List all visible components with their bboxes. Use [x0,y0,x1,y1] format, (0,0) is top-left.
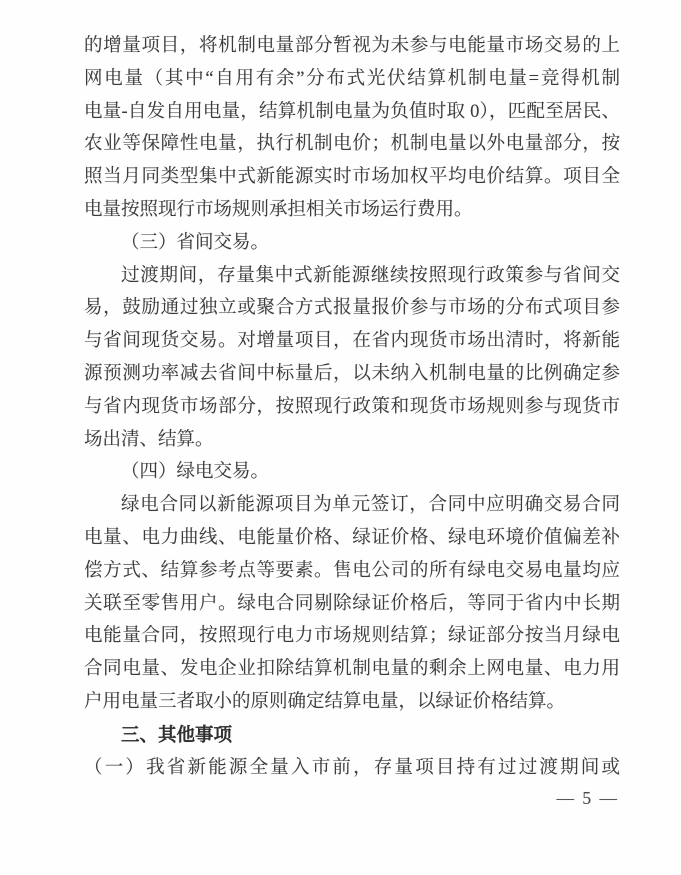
paragraph-line: 照当月同类型集中式新能源实时市场加权平均电价结算。项目全 [84,167,620,188]
paragraph-line: 关联至零售用户。绿电合同剔除绿证价格后，等同于省内中长期 [84,593,620,614]
paragraph-line: 网电量（其中“自用有余”分布式光伏结算机制电量=竞得机制 [84,68,620,89]
document-body [84,30,620,784]
paragraph-line: 的增量项目，将机制电量部分暂视为未参与电能量市场交易的上 [84,36,620,56]
paragraph-line: 合同电量、发电企业扣除结算机制电量的剩余上网电量、电力用 [84,659,620,680]
paragraph-line: 电量-自发自用电量，结算机制电量为负值时取 0），匹配至居民、 [84,101,620,122]
paragraph-line: 场出清、结算。 [84,429,214,450]
paragraph-line: 电量、电力曲线、电能量价格、绿证价格、绿电环境价值偏差补 [84,527,620,548]
paragraph-line: 过渡期间，存量集中式新能源继续按照现行政策参与省间交 [121,265,620,286]
paragraph-line: 农业等保障性电量，执行机制电价；机制电量以外电量部分，按 [84,134,620,155]
page-number: — 5 — [556,788,619,808]
paragraph-line: 电能量合同，按照现行电力市场规则结算；绿证部分按当月绿电 [84,626,620,647]
section-heading-green-power-trade: （四）绿电交易。 [121,462,270,483]
paragraph-line: 与省间现货交易。对增量项目，在省内现货市场出清时，将新能 [84,331,620,352]
section-heading-interprovincial-trade: （三）省间交易。 [121,232,270,253]
paragraph-line: 易，鼓励通过独立或聚合方式报量报价参与市场的分布式项目参 [84,298,620,319]
paragraph-line: 绿电合同以新能源项目为单元签订，合同中应明确交易合同 [121,495,620,516]
section-heading-other-matters: 三、其他事项 [121,723,233,745]
paragraph-line: 与省内现货市场部分，按照现行政策和现货市场规则参与现货市 [84,396,620,417]
paragraph-line: 户用电量三者取小的原则确定结算电量，以绿证价格结算。 [84,691,566,712]
paragraph-line: 偿方式、结算参考点等要素。售电公司的所有绿电交易电量均应 [84,560,620,581]
paragraph-line: 电量按照现行市场规则承担相关市场运行费用。 [84,199,473,220]
paragraph-line: 源预测功率减去省间中标量后，以未纳入机制电量的比例确定参 [84,363,620,384]
paragraph-line: （一）我省新能源全量入市前，存量项目持有过过渡期间或 [84,757,620,778]
